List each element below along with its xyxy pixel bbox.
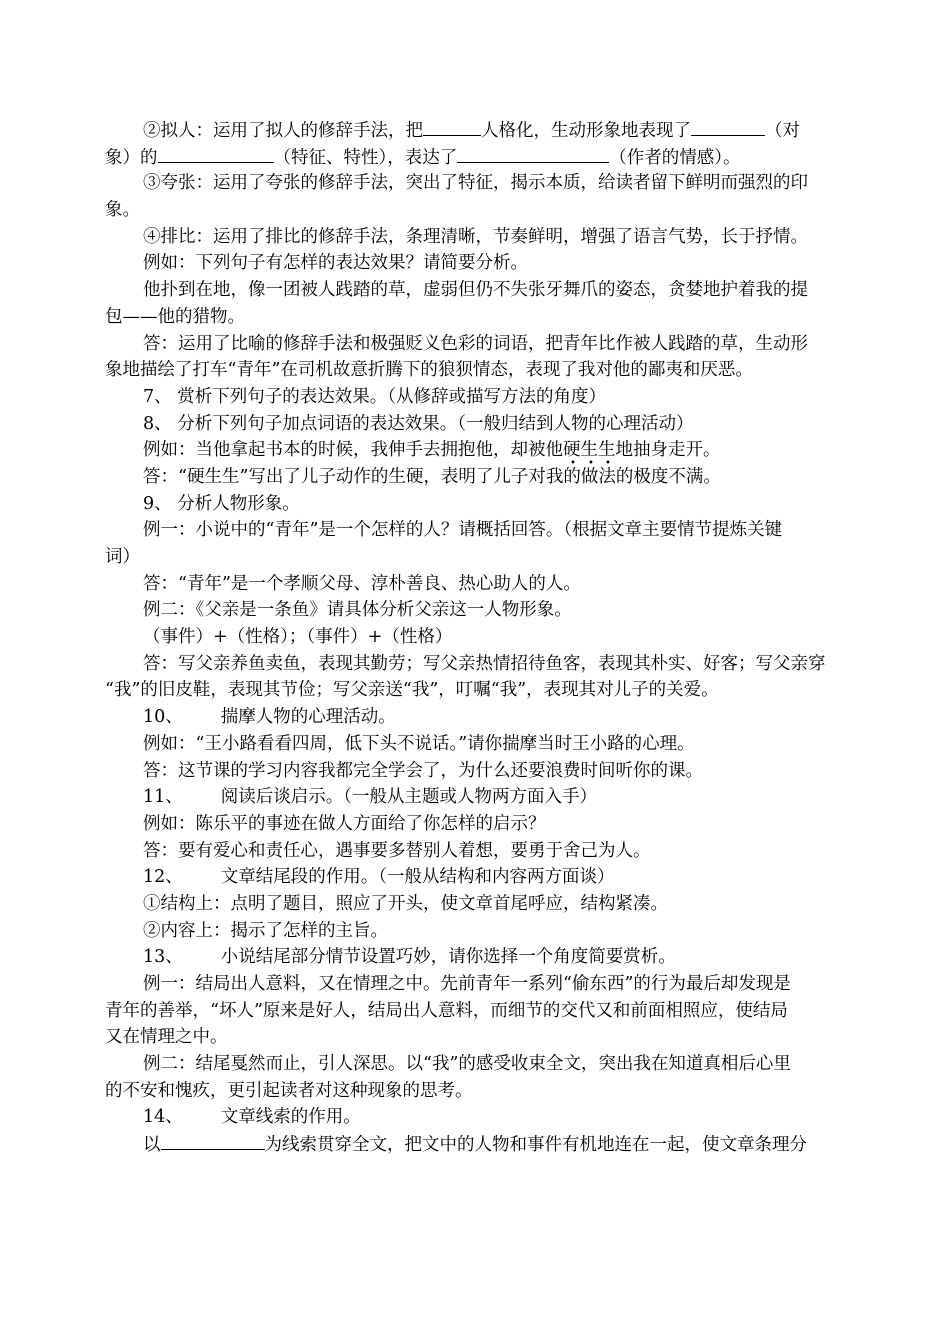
text-line: 例一：小说中的“青年”是一个怎样的人？请概括回答。（根据文章主要情节提炼关键 bbox=[143, 520, 783, 541]
fill-blank[interactable] bbox=[161, 1131, 265, 1150]
text-line: 12、 文章结尾段的作用。（一般从结构和内容两方面谈） bbox=[143, 867, 615, 888]
text-line: 答：这节课的学习内容我都完全学会了，为什么还要浪费时间听你的课。 bbox=[143, 760, 703, 781]
text-line: 13、 小说结尾部分情节设置巧妙，请你选择一个角度简要赏析。 bbox=[143, 947, 676, 968]
text-line: 11、 阅读后谈启示。（一般从主题或人物两方面入手） bbox=[143, 787, 598, 808]
fill-blank[interactable] bbox=[691, 117, 765, 136]
text-line: ②内容上：揭示了怎样的主旨。 bbox=[143, 920, 388, 941]
text-line: 的不安和愧疚，更引起读者对这种现象的思考。 bbox=[105, 1080, 473, 1101]
text-line: ④排比：运用了排比的修辞手法，条理清晰，节奏鲜明，增强了语言气势，长于抒情。 bbox=[143, 226, 808, 247]
emphasis-dotted-word: 硬生生 • • • bbox=[563, 440, 616, 470]
text-line: 例一：结局出人意料，又在情理之中。先前青年一系列“偷东西”的行为最后却发现是 bbox=[143, 974, 791, 994]
text-line: 答：运用了比喻的修辞手法和极强贬义色彩的词语，把青年比作被人践踏的草，生动形 bbox=[143, 333, 808, 354]
fill-blank[interactable] bbox=[423, 117, 481, 136]
text-line: 他扑到在地，像一团被人践踏的草，虚弱但仍不失张牙舞爪的姿态，贪婪地护着我的提 bbox=[143, 280, 808, 301]
text-line: 词） bbox=[105, 547, 140, 567]
text-line: 8、 分析下列句子加点词语的表达效果。（一般归结到人物的心理活动） bbox=[143, 413, 694, 434]
text-line: 7、 赏析下列句子的表达效果。（从修辞或描写方法的角度） bbox=[143, 386, 606, 407]
fill-blank[interactable] bbox=[158, 144, 274, 163]
document-page bbox=[105, 117, 850, 1158]
text-line: 答：“硬生生”写出了儿子动作的生硬，表明了儿子对我的做法的极度不满。 bbox=[143, 466, 721, 487]
text-line: ①结构上：点明了题目，照应了开头，使文章首尾呼应，结构紧凑。 bbox=[143, 893, 668, 914]
emphasis-dot: • bbox=[588, 458, 594, 470]
text-line: 象）的 （特征、特性），表达了 （作者的情感）。 bbox=[105, 144, 850, 171]
text-line: “我”的旧皮鞋，表现其节俭；写父亲送“我”，叮嘱“我”，表现其对儿子的关爱。 bbox=[105, 680, 719, 701]
text-line: 例如：陈乐平的事迹在做人方面给了你怎样的启示？ bbox=[143, 813, 546, 834]
text-line: 例二：结尾戛然而止，引人深思。以“我”的感受收束全文，突出我在知道真相后心里 bbox=[143, 1054, 791, 1075]
text-line: 青年的善举，“坏人”原来是好人，结局出人意料，而细节的交代又和前面相照应，使结局 bbox=[105, 1000, 788, 1021]
text-line: 包——他的猎物。 bbox=[105, 306, 245, 327]
text-line: 14、 文章线索的作用。 bbox=[143, 1107, 361, 1128]
text-line: 象地描绘了打车“青年”在司机故意折腾下的狼狈情态，表现了我对他的鄙夷和厌恶。 bbox=[105, 360, 753, 381]
text-line: 答：要有爱心和责任心，遇事要多替别人着想，要勇于舍己为人。 bbox=[143, 840, 651, 861]
text-line: 10、 揣摩人物的心理活动。 bbox=[143, 707, 396, 728]
text-line: 答：写父亲养鱼卖鱼，表现其勤劳；写父亲热情招待鱼客，表现其朴实、好客；写父亲穿 bbox=[143, 653, 826, 674]
fill-blank[interactable] bbox=[457, 144, 609, 163]
text-line: 以 为线索贯穿全文，把文中的人物和事件有机地连在一起，使文章条理分 bbox=[105, 1131, 850, 1158]
emphasis-dot: • bbox=[605, 458, 611, 470]
text-line: ③夸张：运用了夸张的修辞手法，突出了特征，揭示本质，给读者留下鲜明而强烈的印 bbox=[143, 173, 808, 194]
text-line: 例如：下列句子有怎样的表达效果？请简要分析。 bbox=[143, 253, 528, 274]
text-line: 9、 分析人物形象。 bbox=[143, 493, 300, 514]
text-line: 例二：《父亲是一条鱼》请具体分析父亲这一人物形象。 bbox=[143, 600, 572, 621]
text-line: 又在情理之中。 bbox=[105, 1027, 228, 1048]
text-line: 例如：当他拿起书本的时候，我伸手去拥抱他，却被他硬生生 • • • 地抽身走开。 bbox=[143, 440, 721, 470]
text-line: 象。 bbox=[105, 200, 140, 221]
text-line: 答：“青年”是一个孝顺父母、淳朴善良、热心助人的人。 bbox=[143, 573, 581, 594]
text-line: （事件）+（性格）；（事件）+（性格） bbox=[143, 627, 453, 648]
text-line: 例如：“王小路看看四周，低下头不说话。”请你揣摩当时王小路的心理。 bbox=[143, 733, 695, 754]
emphasis-dot: • bbox=[570, 458, 576, 470]
text-line: ②拟人：运用了拟人的修辞手法，把 人格化，生动形象地表现了 （对 bbox=[105, 117, 850, 144]
